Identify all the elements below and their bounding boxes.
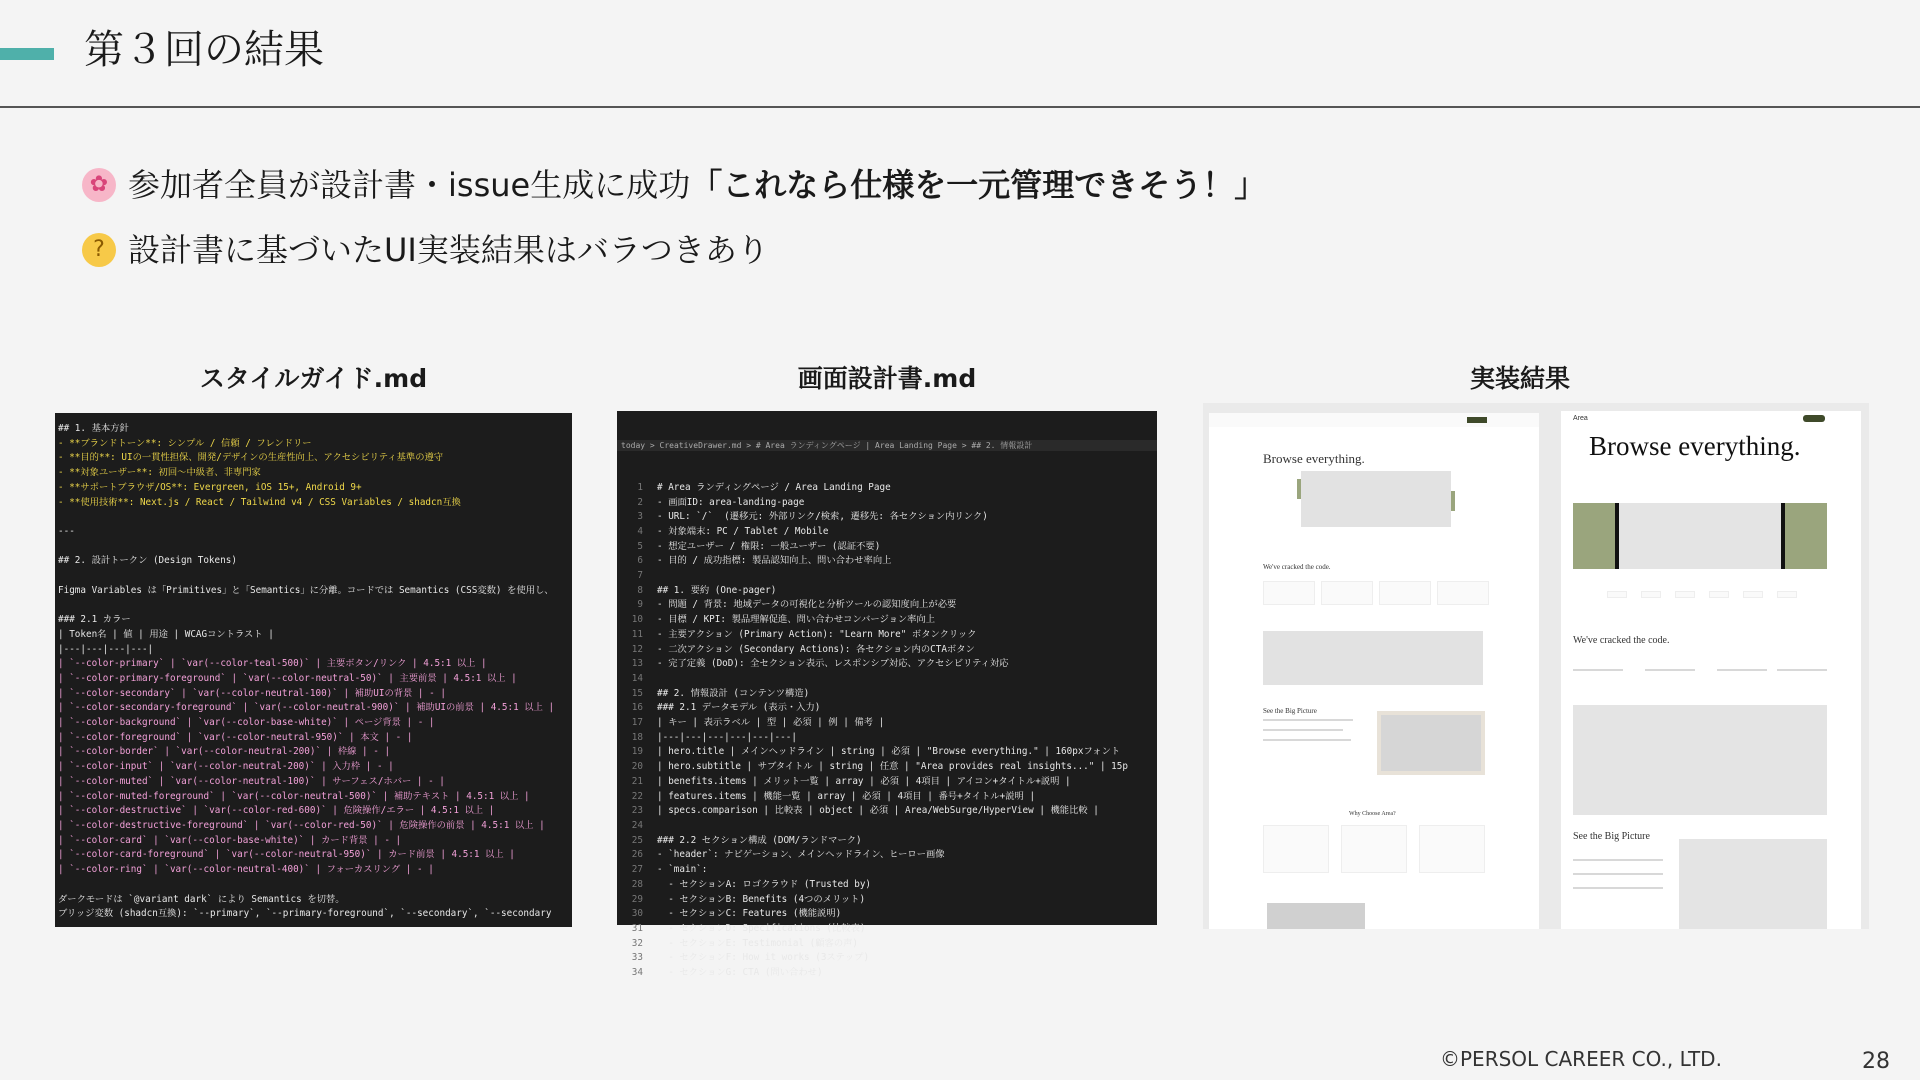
code-line [617, 745, 1157, 760]
line-number: 28 [631, 878, 643, 890]
mock-section-title: We've cracked the code. [1263, 563, 1331, 571]
line-text: - 目的 / 成功指標: 製品認知向上、問い合わせ率向上 [657, 555, 892, 567]
code-line: | `--color-primary` | `var(--color-teal-500)` | 主要ボタン/リンク | 4.5:1 以上 | [58, 658, 487, 670]
line-number: 23 [631, 805, 643, 817]
line-text: - セクションB: Benefits (4つのメリット) [657, 893, 866, 905]
mock-feature-image [1263, 631, 1483, 685]
code-line [617, 966, 1157, 981]
line-number: 4 [637, 525, 643, 537]
line-number: 19 [631, 746, 643, 758]
line-text: | features.items | 機能一覧 | array | 必須 | 4項目 | 番号+タイトル+説明 | [657, 790, 1036, 802]
mock-text-line [1263, 739, 1351, 741]
code-line [617, 554, 1157, 569]
code-line: | `--color-ring` | `var(--color-neutral-400)` | フォーカスリング | - | [58, 864, 434, 876]
mock-logo-chip [1607, 591, 1627, 598]
mock-hero-accent-left [1297, 479, 1301, 499]
style-guide-code-panel [55, 413, 572, 927]
code-line [58, 540, 569, 555]
mock-text-line [1573, 873, 1663, 875]
line-text: ### 2.1 データモデル (表示・入力) [657, 702, 821, 714]
mock-big-picture-image [1679, 839, 1827, 929]
line-number: 1 [637, 481, 643, 493]
code-line [58, 510, 569, 525]
mock-section-title: See the Big Picture [1573, 831, 1650, 842]
line-number: 6 [637, 555, 643, 567]
line-number: 13 [631, 658, 643, 670]
code-line [617, 584, 1157, 599]
code-line [617, 804, 1157, 819]
line-text: |---|---|---|---|---|---| [657, 731, 797, 743]
line-number: 17 [631, 717, 643, 729]
code-line: - **使用技術**: Next.js / React / Tailwind v4 / CSS Variables / shadcn互換 [58, 496, 461, 508]
bullet-text: 参加者全員が設計書・issue生成に成功 [128, 166, 691, 204]
line-number: 8 [637, 584, 643, 596]
code-line: - **サポートブラウザ/OS**: Evergreen, iOS 15+, Android 9+ [58, 481, 362, 493]
line-number: 10 [631, 614, 643, 626]
mock-logo: Area [1573, 415, 1588, 422]
mock-text-line [1573, 887, 1663, 889]
mock-logo-chip [1777, 591, 1797, 598]
mock-compare-column [1341, 825, 1407, 873]
line-number: 27 [631, 864, 643, 876]
line-number: 34 [631, 967, 643, 979]
page-number: 28 [1862, 1049, 1890, 1074]
code-line [617, 643, 1157, 658]
line-number: 9 [637, 599, 643, 611]
mock-text-line [1573, 859, 1663, 861]
code-line: | `--color-background` | `var(--color-base-white)` | ページ背景 | - | [58, 717, 435, 729]
line-text: | hero.title | メインヘッドライン | string | 必須 | "Browse everything." | 160pxフォント [657, 746, 1121, 758]
line-number: 15 [631, 687, 643, 699]
line-number: 11 [631, 628, 643, 640]
mock-logo-chip [1641, 591, 1661, 598]
bullet-variance [82, 228, 769, 272]
code-line [617, 628, 1157, 643]
mock-hero-image [1301, 471, 1451, 527]
line-text: | hero.subtitle | サブタイトル | string | 任意 | "Area provides real insights..." | 15p [657, 761, 1128, 773]
mock-logo-chip [1709, 591, 1729, 598]
bullet-quote: 「これなら仕様を一元管理できそう！」 [690, 166, 1267, 204]
mock-text-line [1263, 719, 1353, 721]
mock-hero-title: Browse everything. [1589, 431, 1801, 461]
line-number: 5 [637, 540, 643, 552]
mock-benefit-card [1379, 581, 1431, 605]
line-text: - セクションA: ロゴクラウド (Trusted by) [657, 878, 872, 890]
line-text: - セクションF: How it works (3ステップ) [657, 952, 870, 964]
line-number: 24 [631, 819, 643, 831]
line-number: 18 [631, 731, 643, 743]
line-number: 20 [631, 761, 643, 773]
code-line [617, 657, 1157, 672]
copyright: ©PERSOL CAREER CO., LTD. [1440, 1047, 1722, 1071]
mock-section-title: Why Choose Area? [1349, 811, 1396, 817]
line-number: 31 [631, 922, 643, 934]
mock-section-title: See the Big Picture [1263, 707, 1317, 715]
bullet-text: 設計書に基づいたUI実装結果はバラつきあり [128, 231, 769, 269]
code-line [617, 598, 1157, 613]
line-number: 33 [631, 952, 643, 964]
mock-benefit-card [1321, 581, 1373, 605]
column-title-screen-spec: 画面設計書.md [797, 364, 977, 393]
code-line [617, 848, 1157, 863]
line-text: - セクションG: CTA (問い合わせ) [657, 967, 823, 979]
code-line [617, 672, 1157, 687]
mock-big-picture-image [1377, 711, 1485, 775]
mock-text-line [1645, 669, 1695, 671]
mock-nav-button [1467, 417, 1487, 423]
code-line: - **目的**: UIの一貫性担保、開発/デザインの生産性向上、アクセシビリティ基準の遵守 [58, 452, 444, 464]
code-line: ### 2.1 カラー [58, 614, 131, 626]
code-line [617, 834, 1157, 849]
code-line [617, 731, 1157, 746]
line-number: 3 [637, 511, 643, 523]
line-text: | specs.comparison | 比較表 | object | 必須 | Area/WebSurge/HyperView | 機能比較 | [657, 805, 1099, 817]
mock-nav-button [1803, 415, 1825, 422]
line-number: 29 [631, 893, 643, 905]
mock-text-line [1573, 669, 1623, 671]
code-line: ブリッジ変数 (shadcn互換): `--primary`, `--primary-foreground`, `--secondary`, `--secondary [58, 908, 552, 920]
line-text: - URL: `/` (遷移元: 外部リンク/検索, 遷移先: 各セクション内リンク) [657, 511, 988, 523]
code-line [617, 937, 1157, 952]
line-text: - 画面ID: area-landing-page [657, 496, 805, 508]
implementation-screenshots [1203, 403, 1869, 929]
code-line: - **対象ユーザー**: 初回〜中級者、非専門家 [58, 467, 261, 479]
column-title-style-guide: スタイルガイド.md [199, 364, 428, 393]
code-line: | `--color-foreground` | `var(--color-neutral-950)` | 本文 | - | [58, 731, 413, 743]
line-number: 30 [631, 908, 643, 920]
line-text: - セクションC: Features (機能説明) [657, 908, 842, 920]
mock-benefit-card [1263, 581, 1315, 605]
line-text: - セクションD: Specifications (比較表) [657, 922, 866, 934]
mock-hero-accent-right [1781, 503, 1827, 569]
line-number: 2 [637, 496, 643, 508]
line-text: ## 1. 要約 (One-pager) [657, 584, 777, 596]
code-line [617, 525, 1157, 540]
code-line: Figma Variables は「Primitives」と「Semantics」に分離。コードでは Semantics (CSS変数) を使用し、 [58, 584, 554, 596]
code-line: | `--color-card` | `var(--color-base-white)` | カード背景 | - | [58, 834, 402, 846]
mock-text-line [1777, 669, 1827, 671]
code-line [617, 922, 1157, 937]
code-line [617, 951, 1157, 966]
line-text: - 問題 / 背景: 地域データの可視化と分析ツールの認知度向上が必要 [657, 599, 957, 611]
mock-hero-accent-right [1451, 491, 1455, 511]
column-title-implementation: 実装結果 [1469, 364, 1570, 393]
line-text: ## 2. 情報設計 (コンテンツ構造) [657, 687, 810, 699]
code-line: | `--color-muted` | `var(--color-neutral-100)` | サーフェス/ホバー | - | [58, 775, 445, 787]
line-number: 26 [631, 849, 643, 861]
mock-logo-chip [1743, 591, 1763, 598]
code-line [617, 716, 1157, 731]
slide-title: 第３回の結果 [84, 27, 324, 73]
code-line: | `--color-primary-foreground` | `var(--color-neutral-50)` | 主要前景 | 4.5:1 以上 | [58, 672, 517, 684]
code-line: | Token名 | 値 | 用途 | WCAGコントラスト | [58, 628, 274, 640]
thinking-face-icon: ? [82, 233, 116, 267]
mock-hero-title: Browse everything. [1263, 451, 1365, 466]
code-line: | `--color-destructive` | `var(--color-red-600)` | 危険操作/エラー | 4.5:1 以上 | [58, 805, 495, 817]
line-number: 22 [631, 790, 643, 802]
mock-navbar [1209, 413, 1539, 427]
code-line [58, 598, 569, 613]
code-line [617, 540, 1157, 555]
implementation-screenshot-left [1209, 413, 1539, 929]
code-line [617, 819, 1157, 834]
code-line: ## 1. 基本方針 [58, 423, 129, 434]
code-line [58, 569, 569, 584]
mock-compare-column [1419, 825, 1485, 873]
line-text: - 対象端末: PC / Tablet / Mobile [657, 525, 829, 537]
code-line [58, 878, 569, 893]
title-accent-bar [0, 48, 54, 60]
code-line [617, 481, 1157, 496]
code-line: --- [58, 525, 75, 537]
mock-text-line [1263, 729, 1343, 731]
code-line: ## 2. 設計トークン (Design Tokens) [58, 555, 237, 567]
code-line: | `--color-secondary` | `var(--color-neutral-100)` | 補助UIの背景 | - | [58, 687, 446, 699]
screen-spec-code-panel [617, 411, 1157, 979]
code-line [617, 569, 1157, 584]
line-text: | キー | 表示ラベル | 型 | 必須 | 例 | 備考 | [657, 717, 885, 729]
code-line [617, 701, 1157, 716]
code-line [617, 893, 1157, 908]
title-divider [0, 106, 1920, 108]
line-number: 7 [637, 570, 643, 582]
code-line [617, 687, 1157, 702]
code-line: | `--color-card-foreground` | `var(--color-neutral-950)` | カード前景 | 4.5:1 以上 | [58, 849, 515, 861]
editor-breadcrumb: today > CreativeDrawer.md > # Area ランディングページ | Area Landing Page > ## 2. 情報設計 [617, 440, 1157, 451]
code-line: | `--color-destructive-foreground` | `var(--color-red-50)` | 危険操作の前景 | 4.5:1 以上 | [58, 819, 545, 831]
mock-feature-image [1573, 705, 1827, 815]
code-line [617, 907, 1157, 922]
code-line [617, 863, 1157, 878]
line-number: 14 [631, 672, 643, 684]
mock-compare-column [1263, 825, 1329, 873]
line-number: 25 [631, 834, 643, 846]
line-text: - 完了定義 (DoD): 全セクション表示、レスポンシブ対応、アクセシビリティ対応 [657, 658, 1009, 670]
line-text: - 二次アクション (Secondary Actions): 各セクション内のCTAボタン [657, 643, 975, 655]
mock-text-line [1717, 669, 1767, 671]
line-text: - 主要アクション (Primary Action): "Learn More" ボタンクリック [657, 628, 977, 640]
code-line: |---|---|---|---| [58, 643, 154, 655]
code-line [617, 510, 1157, 525]
code-line: ダークモードは `@variant dark` により Semantics を切替。 [58, 893, 345, 905]
code-line: | `--color-muted-foreground` | `var(--color-neutral-500)` | 補助テキスト | 4.5:1 以上 | [58, 790, 530, 802]
line-text: - 目標 / KPI: 製品理解促進、問い合わせコンバージョン率向上 [657, 614, 936, 626]
line-text: - 想定ユーザー / 権限: 一般ユーザー (認証不要) [657, 540, 881, 552]
line-number: 21 [631, 775, 643, 787]
implementation-screenshot-right [1561, 411, 1861, 929]
line-number: 12 [631, 643, 643, 655]
code-line: | `--color-secondary-foreground` | `var(--color-neutral-900)` | 補助UIの前景 | 4.5:1 以上 | [58, 702, 555, 714]
mock-benefit-card [1437, 581, 1489, 605]
code-line [617, 878, 1157, 893]
mock-hero-accent-left [1573, 503, 1619, 569]
mock-testimonial-image [1267, 903, 1365, 929]
code-line [617, 496, 1157, 511]
line-text: | benefits.items | メリット一覧 | array | 必須 | 4項目 | アイコン+タイトル+説明 | [657, 775, 1071, 787]
line-number: 16 [631, 702, 643, 714]
line-text: - `header`: ナビゲーション、メインヘッドライン、ヒーロー画像 [657, 849, 945, 861]
line-text: - セクションE: Testimonial (顧客の声) [657, 937, 859, 949]
mock-logo-chip [1675, 591, 1695, 598]
line-text: # Area ランディングページ / Area Landing Page [657, 481, 891, 493]
code-line [617, 613, 1157, 628]
bullet-success [82, 163, 1266, 207]
code-line: | `--color-border` | `var(--color-neutral-200)` | 枠線 | - | [58, 746, 391, 758]
code-line [617, 760, 1157, 775]
cherry-blossom-icon: ✿ [82, 168, 116, 202]
code-line: - **ブランドトーン**: シンプル / 信頼 / フレンドリー [58, 437, 312, 449]
line-text: ### 2.2 セクション構成 (DOM/ランドマーク) [657, 834, 862, 846]
line-text: - `main`: [657, 864, 708, 876]
mock-section-title: We've cracked the code. [1573, 635, 1670, 646]
code-line [617, 775, 1157, 790]
code-line [617, 790, 1157, 805]
line-number: 32 [631, 937, 643, 949]
code-line: | `--color-input` | `var(--color-neutral-200)` | 入力枠 | - | [58, 761, 394, 773]
